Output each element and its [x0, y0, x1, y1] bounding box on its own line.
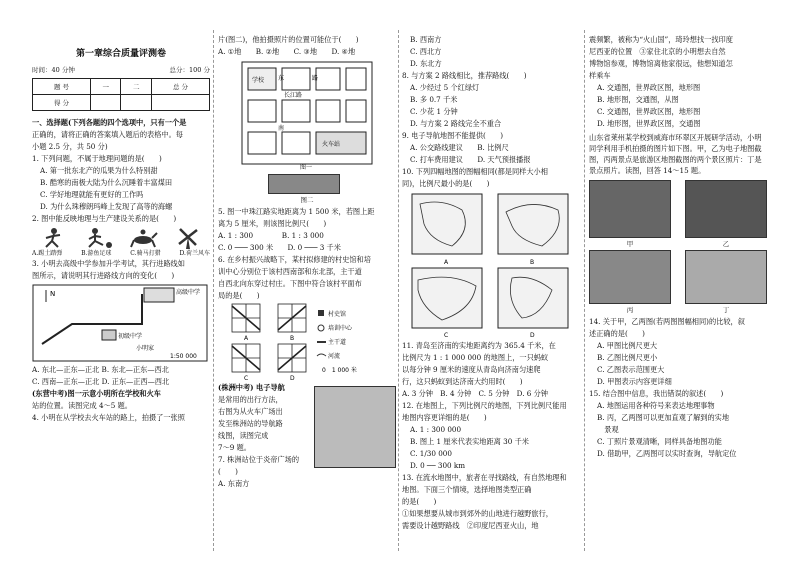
section-1-intro: 小题 2.5 分，共 50 分): [32, 142, 108, 151]
question-14: 述正确的是( ): [589, 329, 645, 338]
photo-label: 丙: [626, 306, 634, 314]
option: A. 交通图，世界政区图，地形图: [597, 83, 701, 92]
photo-jia: [589, 180, 671, 238]
column-1: [32, 0, 210, 561]
option: A. 公交路线建议 B. 比例尺: [410, 143, 509, 152]
column-divider: [584, 30, 585, 551]
score-cell[interactable]: [91, 95, 121, 111]
option: C. 少花 1 分钟: [410, 107, 458, 116]
column-divider: [213, 30, 214, 551]
option: D. 借助甲，乙两图可以实时查询，导航定位: [597, 449, 737, 458]
option: C. 1/30 000: [410, 449, 452, 458]
question-13: 13. 在流水地图中，旅者在寻找路线，有自然地理和: [402, 473, 567, 482]
road-label: 长江路: [284, 92, 303, 99]
question-11: 行，这只蚂蚁到达济南大约用时( ): [402, 377, 523, 386]
question-3: 3. 小明去高级中学参加升学考试，其行进路线如: [32, 259, 185, 268]
option: B. 乙图比例尺更小: [597, 353, 658, 362]
question-13: 需要设计越野路线 ②印度尼西亚火山，地: [402, 521, 539, 530]
exam-meta: [32, 64, 210, 76]
station-label: 火车站: [322, 141, 341, 148]
map-label: B: [530, 259, 535, 266]
column-3: [402, 0, 580, 561]
page-title: 第一章综合质量评测卷: [75, 49, 166, 59]
home-label: 小明家: [136, 345, 155, 352]
option: B. 多 0.7 千米: [410, 95, 458, 104]
note: (株洲中考) 电子导航: [218, 383, 285, 392]
question-2: 2. 图中能反映地理与生产建设关系的是( ): [32, 214, 177, 223]
q7-block: [218, 382, 396, 490]
total-score: 总分：100 分: [169, 66, 210, 74]
question-6: 训中心分别位于该村西南部和东北部，主干道: [218, 267, 362, 276]
q2-figures: [36, 227, 206, 249]
photos-row-1: [589, 180, 767, 250]
option: A. 地图运用各种符号来表达地理事物: [597, 401, 715, 410]
option: B. 地形图，交通图，从图: [597, 95, 679, 104]
question-11: 比例尺为 1 : 1 000 000 的地图上，一只蚂蚁: [402, 353, 549, 362]
option: A. 东南方: [218, 479, 250, 488]
question-5: 离为 5 厘米，则该图比例尺( ): [218, 219, 327, 228]
photo-label: 丁: [722, 306, 730, 314]
map-label: A: [444, 259, 449, 266]
question-9: 9. 电子导航地图不能提供( ): [402, 131, 504, 140]
question-4-cont: 片(图二)，他拍摄照片的位置可能位于( ): [218, 35, 359, 44]
layout-grids: [218, 302, 396, 382]
note: (东营中考)图一示意小明所在学校和火车: [32, 389, 161, 398]
legend-item: 主干道: [328, 339, 347, 346]
score-header-cell: 二: [121, 79, 151, 95]
question-13-cont: 震频繁，被称为“火山国”，琦玲想找一找印度: [589, 35, 733, 44]
note: 发至株洲站的导航路: [218, 419, 283, 428]
photo-label: 乙: [722, 240, 730, 248]
question-12: 地图内容更详细的是( ): [402, 413, 487, 422]
photo-ding: [685, 250, 767, 304]
q2-options: [32, 249, 210, 258]
note: 线图，读图完成: [218, 431, 269, 440]
option: C. 学好地理就能有更好的工作吗: [40, 190, 144, 199]
football-figure-icon: [81, 227, 117, 249]
score-header-cell: 总 分: [151, 79, 209, 95]
question-11: 11. 青岛至济南的实地距离约为 365.4 千米，在: [402, 341, 556, 350]
legend-item: 培训中心: [328, 325, 353, 332]
option: B. 酷寒的南极大陆为什么沉睡着丰富煤田: [40, 178, 173, 187]
high-school-label: 高级中学: [176, 289, 201, 296]
option: A. 第一批东北产的瓜果为什么特别甜: [40, 166, 158, 175]
question-15: 15. 结合图中信息，我出错误的叙述( ): [589, 389, 724, 398]
option: A. 甲图比例尺更大: [597, 341, 658, 350]
score-row-label: 得 分: [33, 95, 91, 111]
question-13: ①如果想要从城市到郊外的山地进行越野旅行，: [402, 509, 553, 518]
note: 7～9 题。: [218, 443, 251, 452]
option: B. 图上 1 厘米代表实地距离 30 千米: [410, 437, 529, 446]
figure-caption: 图二: [300, 196, 314, 204]
option: A. 1 : 300 B. 1 : 3 000: [218, 231, 324, 240]
road-label: 路: [312, 75, 319, 82]
column-2: [218, 0, 396, 561]
option: C. 交通图，世界政区图，地形图: [597, 107, 701, 116]
question-11: 以每分钟 9 厘米的速度从青岛向济南匀速爬: [402, 365, 541, 374]
road-label: 东: [278, 75, 285, 82]
section-1-intro: 一、选择题(下列各题的四个选项中，只有一个是: [32, 118, 187, 127]
score-header-cell: 题 号: [33, 79, 91, 95]
question-7: ( ): [218, 467, 238, 476]
photo-label: 甲: [626, 240, 634, 248]
option: A. 3 分钟 B. 4 分钟 C. 5 分钟 D. 6 分钟: [402, 389, 548, 398]
legend-item: 河流: [328, 353, 341, 360]
option: C. 0 ─── 300 米 D. 0 ─── 3 千米: [218, 243, 341, 252]
legend-item: 村史馆: [328, 311, 347, 318]
question-1: 1. 下列问题，不属于地理问题的是( ): [32, 154, 162, 163]
route-map: [32, 284, 208, 362]
question-5: 5. 图一中珠江路实地距离为 1 500 米，若图上距: [218, 207, 375, 216]
option: B.游鱼足球: [81, 250, 112, 257]
question-13: 的是( ): [402, 497, 437, 506]
navigation-map-image: [314, 386, 396, 468]
photos-row-2: [589, 250, 767, 316]
option: A.踢土踏弹: [32, 250, 63, 257]
option: A. 1 : 300 000: [410, 425, 462, 434]
score-header-cell: 一: [91, 79, 121, 95]
option: D.荷兰风车: [179, 250, 210, 257]
section-1-intro: 正确的，请将正确的答案填入题后的表格中。每: [32, 130, 183, 139]
grid-label: C: [244, 375, 249, 382]
question-10: 10. 下列四幅地图的图幅相同(都是同样大小相: [402, 167, 548, 176]
option: C. 西北方: [410, 47, 442, 56]
option: B. 丙，乙两图可以更加直观了解到的实地: [597, 413, 730, 422]
question-7: 7. 株洲站位于炎帝广场的: [218, 455, 300, 464]
figure-caption: 图一: [300, 164, 313, 170]
time-limit: 时间：40 分钟: [32, 66, 75, 74]
option: D. 0 ── 300 km: [410, 461, 466, 470]
question-13-cont: 样乘车: [589, 71, 611, 80]
option: C. 西南—正东—正北 D. 正东—正西—西北: [32, 377, 170, 386]
question-13-cont: 博物馆参观，博物馆离他家很远，他想知道怎: [589, 59, 733, 68]
score-table: [32, 78, 210, 111]
running-figure-icon: [36, 227, 72, 249]
column-divider: [398, 30, 399, 551]
option: C. 丁照片景观清晰，同样具备地图功能: [597, 437, 722, 446]
score-cell[interactable]: [121, 95, 151, 111]
intro-paragraph: 山东省莱州某学校到威海市环翠区开展研学活动，小明同学利用手机拍摄的图片如下图。甲，乙为电子地图截图，丙两景点是旅游区地图截图的两个景区照片：丁是景点照片。读图，回答 14～15 题。: [589, 133, 762, 175]
horse-rider-icon: [125, 227, 161, 249]
question-6: 局的是( ): [218, 291, 260, 300]
figure-2-photo: [268, 174, 340, 194]
note: 右图为从火车广场出: [218, 407, 283, 416]
question-6: 自西北向东穿过村庄。下图中符合该村平面布: [218, 279, 362, 288]
junior-school-label: 初级中学: [118, 333, 143, 340]
option: D. 为什么珠穆朗玛峰上发现了高等的海螺: [40, 202, 173, 211]
note: 是常用的出行方法，: [218, 395, 283, 404]
score-cell[interactable]: [151, 95, 209, 111]
option: D. 地形图，世界政区图，交通图: [597, 119, 701, 128]
question-13-cont: 尼西亚的位置 ③家住北京的小明想去自然: [589, 47, 726, 56]
photo-yi: [685, 180, 767, 238]
grid-label: B: [290, 335, 295, 342]
grid-label: A: [244, 335, 249, 342]
option: D. 与方案 2 路线完全不重合: [410, 119, 502, 128]
four-maps: [402, 190, 580, 340]
option: 景观: [597, 425, 619, 434]
note: 站的位置。读图完成 4～5 题。: [32, 401, 132, 410]
question-12: 12. 在地图上，下列比例尺的地图，下列比例尺能用: [402, 401, 567, 410]
road-label: 南: [278, 125, 285, 132]
photo-bing: [589, 250, 671, 304]
question-4: 4. 小明在从学校去火车站的路上，拍摄了一张照: [32, 413, 185, 422]
option: A. ①地 B. ②地 C. ③地 D. ④地: [218, 47, 356, 56]
option: D. 甲图表示内容更详细: [597, 377, 672, 386]
map-label: D: [530, 332, 535, 339]
option: C.骑马打猎: [130, 250, 161, 257]
question-8: 8. 与方案 2 路线相比，推荐路线( ): [402, 71, 527, 80]
question-3: 图所示，请说明其行进路线方向的变化( ): [32, 271, 175, 280]
figure-1-map: [218, 60, 396, 170]
option: A. 少经过 5 个红绿灯: [410, 83, 480, 92]
question-13: 地图。下面三个情境，选择地图类型正确: [402, 485, 532, 494]
option: C. 打车费用建议 D. 天气预报播报: [410, 155, 531, 164]
question-10: 同)，比例尺最小的是( ): [402, 179, 490, 188]
option: D. 东北方: [410, 59, 442, 68]
question-14: 14. 关于甲，乙两图(若两图图幅相同)的比较，叙: [589, 317, 745, 326]
column-4: [589, 0, 767, 561]
question-6: 6. 在乡村振兴战略下，某村拟修建的村史馆和培: [218, 255, 371, 264]
map-label: C: [444, 332, 449, 339]
north-label: N: [50, 290, 56, 298]
option: B. 西南方: [410, 35, 442, 44]
school-label: 学校: [252, 77, 265, 84]
windmill-icon: [170, 227, 206, 249]
option: C. 乙图表示范围更大: [597, 365, 665, 374]
scale-label: 1:50 000: [170, 353, 197, 360]
option: A. 东北—正东—正北 B. 东北—正东—西北: [32, 365, 169, 374]
legend-scale: 0 1 000 米: [322, 367, 357, 374]
grid-label: D: [290, 375, 295, 382]
